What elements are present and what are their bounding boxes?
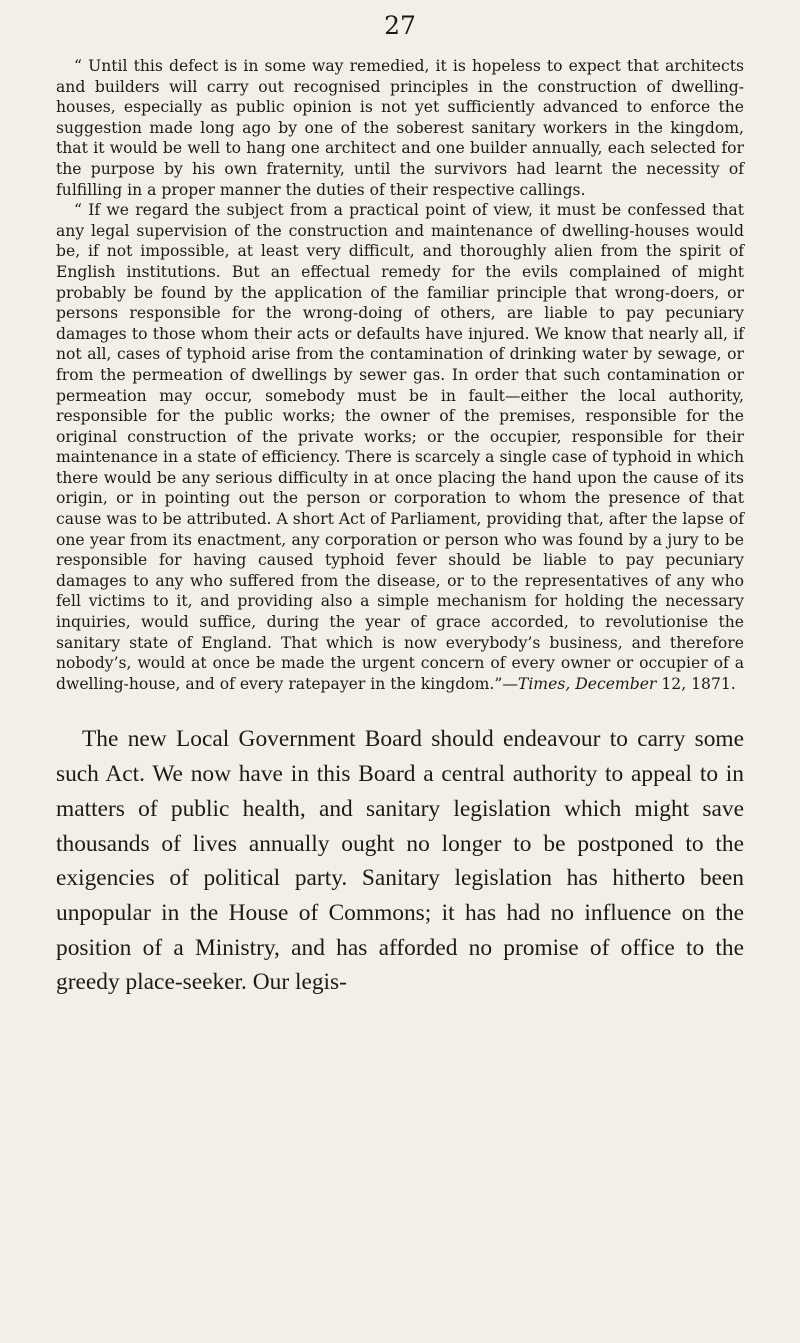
quote-attribution-date: 12, 1871.	[656, 674, 736, 693]
quote-attribution: Times, December	[517, 674, 657, 693]
page-number: 27	[384, 11, 416, 40]
body-text	[56, 722, 744, 1000]
body-paragraph: The new Local Government Board should endeavour to carry some such Act. We now have in this Board a central authority to appeal to in matters of public health, and sanitary legislation which might save thousands of lives annually ought no longer to be postponed to the exigencies of political party. Sanitary legislation has hitherto been unpopular in the House of Commons; it has had no influence on the position of a Ministry, and has afforded no promise of office to the greedy place-seeker. Our legis-	[56, 726, 744, 996]
quote-paragraph-2-text: “ If we regard the subject from a practical point of view, it must be confessed that any legal supervision of the construction and maintenance of dwelling-houses would be, if not impossible, at least very difficult, and thoroughly alien from the spirit of English institutions. But an effectual remedy for the evils complained of might probably be found by the application of the familiar principle that wrong-doers, or persons responsible for the wrong-doing of others, are liable to pay pecuniary damages to those whom their acts or defaults have injured. We know that nearly all, if not all, cases of typhoid arise from the contamination of drinking water by sewage, or from the permeation of dwellings by sewer gas. In order that such contamination or permeation may occur, somebody must be in fault—either the local authority, responsible for the public works; the owner of the premises, responsible for the original construction of the private works; or the occupier, responsible for their maintenance in a state of efficiency. There is scarcely a single case of typhoid in which there would be any serious difficulty in at once placing the hand upon the cause of its origin, or in pointing out the person or corporation to whom the presence of that cause was to be attributed. A short Act of Parliament, providing that, after the lapse of one year from its enactment, any corporation or person who was found by a jury to be responsible for having caused typhoid fever should be liable to pay pecuniary damages to any who suffered from the disease, or to the representatives of any who fell victims to it, and providing also a simple mechanism for holding the necessary inquiries, would suffice, during the year of grace accorded, to revolutionise the sanitary state of England. That which is now everybody’s business, and therefore nobody’s, would at once be made the urgent concern of every owner or occupier of a dwelling-house, and of every ratepayer in the kingdom.”—	[56, 201, 744, 693]
quoted-extract	[56, 56, 744, 694]
quote-paragraph-2	[56, 200, 744, 694]
quote-paragraph-1: “ Until this defect is in some way remedied, it is hopeless to expect that architects and builders will carry out recognised principles in the construction of dwelling-houses, especially as public opinion is not yet sufficiently advanced to enforce the suggestion made long ago by one of the soberest sanitary workers in the kingdom, that it would be well to hang one architect and one builder annually, each selected for the purpose by his own fraternity, until the survivors had learnt the necessity of fulfilling in a proper manner the duties of their respective callings.	[56, 57, 744, 199]
